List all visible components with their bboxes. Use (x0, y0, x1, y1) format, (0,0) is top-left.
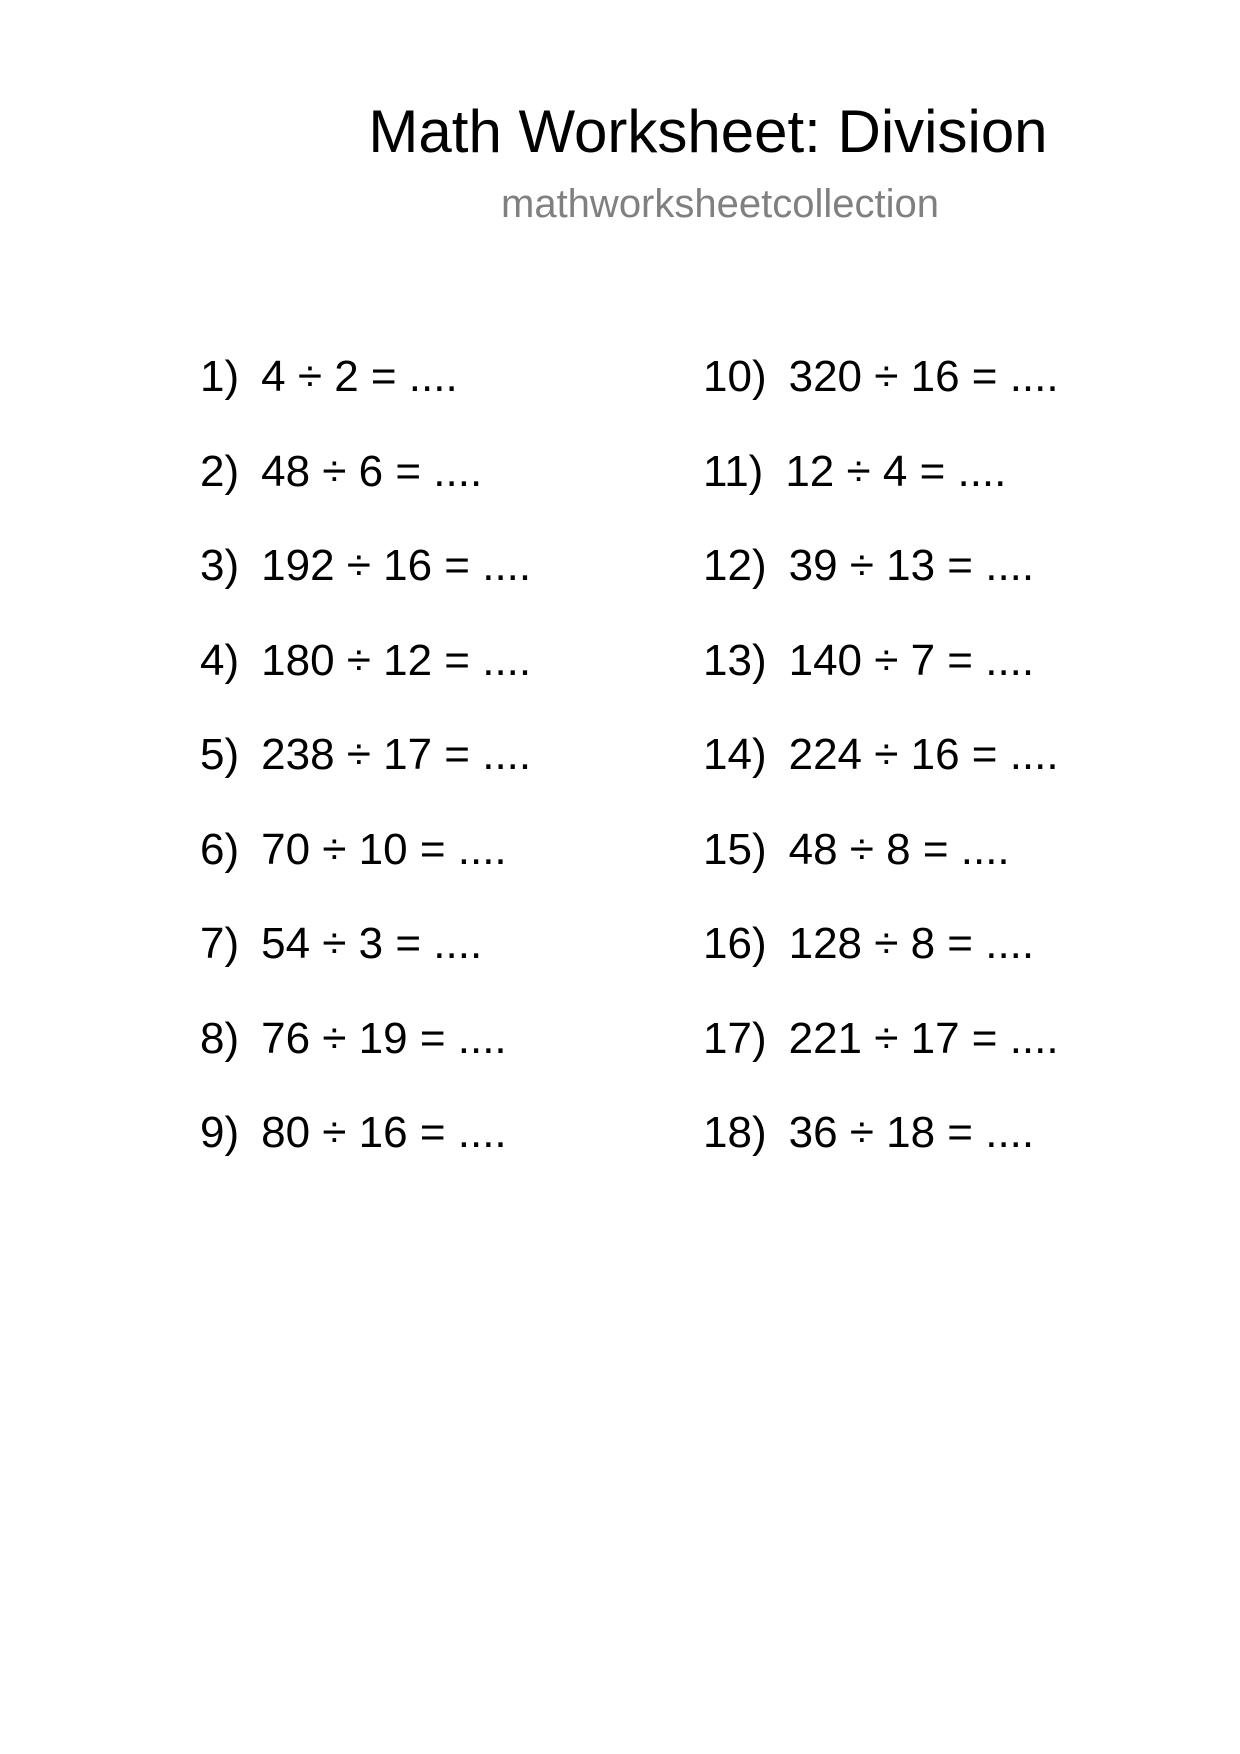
problem-expression: 48 ÷ 6 = .... (261, 446, 483, 496)
problem-expression: 4 ÷ 2 = .... (261, 352, 458, 401)
problem-number: 10) (703, 352, 767, 401)
problem-item (703, 1010, 1059, 1105)
problem-number: 1) (200, 352, 240, 401)
problem-number: 8) (200, 1013, 240, 1063)
problem-number: 5) (200, 730, 240, 779)
problem-item (703, 348, 1059, 443)
problem-item (200, 537, 531, 632)
problem-number: 11) (703, 446, 764, 496)
problem-expression: 224 ÷ 16 = .... (788, 730, 1059, 779)
problem-item (200, 443, 531, 538)
problem-expression: 238 ÷ 17 = .... (261, 730, 532, 779)
problem-item (200, 632, 531, 727)
problem-number: 16) (703, 919, 767, 968)
problem-item (703, 821, 1059, 916)
problem-number: 13) (703, 635, 767, 685)
problem-expression: 180 ÷ 12 = .... (261, 635, 532, 685)
problem-item (200, 821, 531, 916)
problem-number: 6) (200, 824, 240, 874)
problem-number: 17) (703, 1013, 767, 1063)
problem-item (200, 915, 531, 1010)
problem-number: 9) (200, 1108, 240, 1157)
problem-number: 12) (703, 541, 767, 590)
problem-item (200, 1010, 531, 1105)
problem-number: 2) (200, 446, 240, 496)
problem-number: 3) (200, 541, 240, 590)
problem-expression: 54 ÷ 3 = .... (261, 919, 483, 968)
problem-expression: 192 ÷ 16 = .... (261, 541, 532, 590)
problem-number: 18) (703, 1108, 767, 1157)
problem-item (703, 443, 1059, 538)
problem-item (703, 915, 1059, 1010)
problem-item (703, 632, 1059, 727)
problem-item (703, 537, 1059, 632)
problem-expression: 140 ÷ 7 = .... (788, 635, 1035, 685)
problem-expression: 76 ÷ 19 = .... (261, 1013, 507, 1063)
problem-item (703, 726, 1059, 821)
problem-expression: 320 ÷ 16 = .... (788, 352, 1059, 401)
problem-expression: 39 ÷ 13 = .... (788, 541, 1035, 590)
page-subtitle: mathworksheetcollection (501, 182, 939, 226)
problem-item (200, 1104, 531, 1199)
problem-number: 14) (703, 730, 767, 779)
problem-column-left (200, 348, 531, 1199)
problem-item (703, 1104, 1059, 1199)
problem-column-right (703, 348, 1059, 1199)
problem-expression: 70 ÷ 10 = .... (261, 824, 507, 874)
problem-expression: 221 ÷ 17 = .... (788, 1013, 1059, 1063)
problem-number: 15) (703, 824, 767, 874)
problem-item (200, 348, 531, 443)
problem-number: 4) (200, 635, 240, 685)
page-title: Math Worksheet: Division (368, 98, 1048, 165)
problem-number: 7) (200, 919, 240, 968)
problem-expression: 12 ÷ 4 = .... (785, 446, 1007, 496)
problem-item (200, 726, 531, 821)
problem-expression: 48 ÷ 8 = .... (788, 824, 1010, 874)
problem-expression: 80 ÷ 16 = .... (261, 1108, 507, 1157)
problem-expression: 128 ÷ 8 = .... (788, 919, 1035, 968)
problem-expression: 36 ÷ 18 = .... (788, 1108, 1035, 1157)
